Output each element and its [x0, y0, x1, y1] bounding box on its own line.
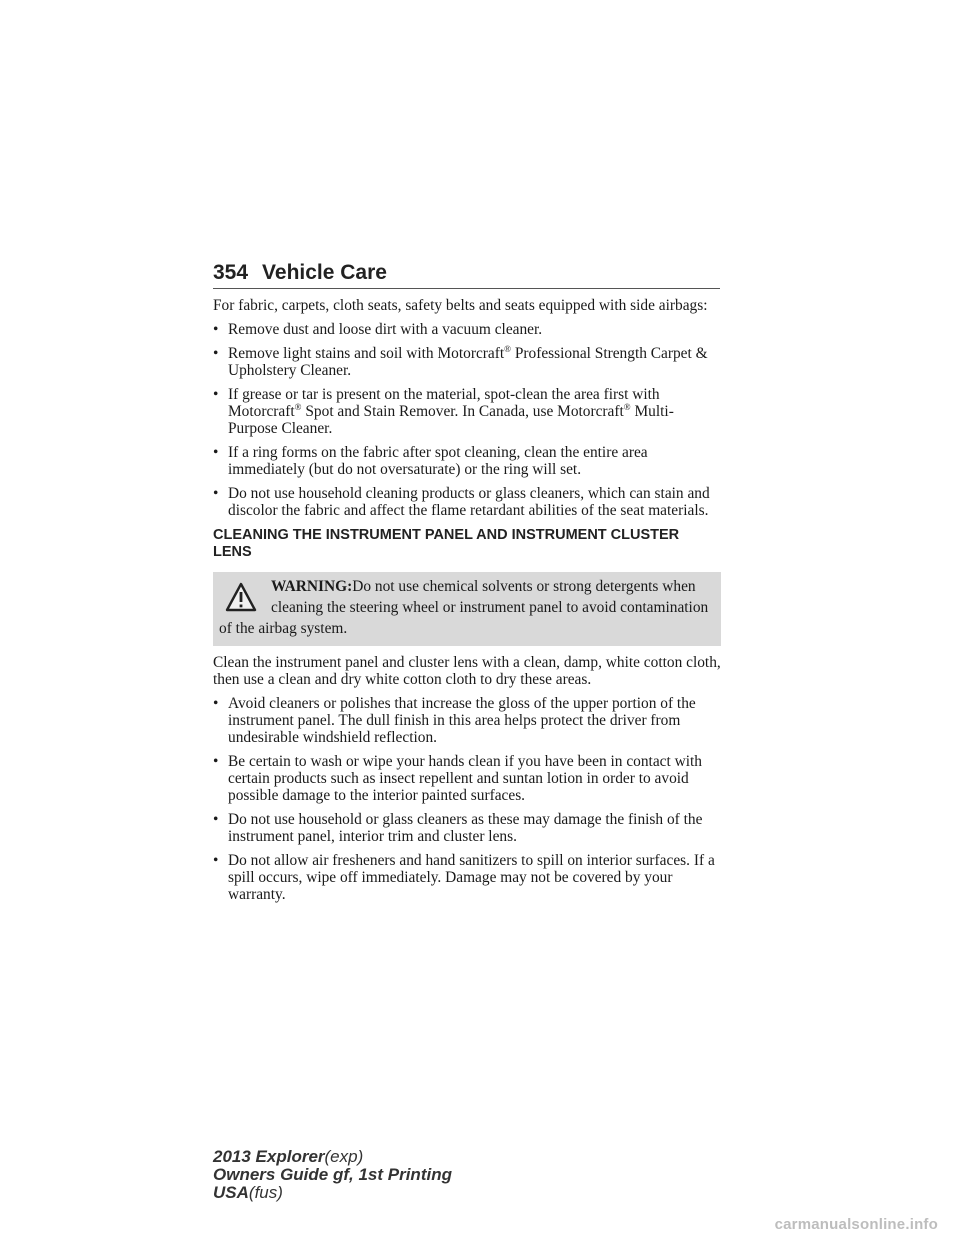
- list-item: • Avoid cleaners or polishes that increase the gloss of the upper portion of the instrument panel. The dull finish in this area helps protect the driver from undesirable windshield reflection.: [213, 695, 696, 746]
- bullet-glyph: •: [213, 753, 219, 770]
- warning-text: Do not use chemical solvents or strong detergents when cleaning the steering wheel or instrument panel to avoid contamination of the airbag system.: [219, 578, 709, 637]
- document-footer: [213, 1148, 452, 1202]
- footer-line-3: USA(fus): [213, 1183, 283, 1202]
- list-item: • If a ring forms on the fabric after spot cleaning, clean the entire area immediately (but do not oversaturate) or the ring will set.: [213, 444, 648, 478]
- page-number: 354: [213, 261, 249, 284]
- page-body: [213, 297, 721, 910]
- section-heading: CLEANING THE INSTRUMENT PANEL AND INSTRUMENT CLUSTER LENS: [213, 527, 680, 560]
- bullet-glyph: •: [213, 485, 219, 502]
- footer-line-1: 2013 Explorer(exp): [213, 1147, 364, 1166]
- panel-intro: Clean the instrument panel and cluster lens with a clean, damp, white cotton cloth, then use a clean and dry white cotton cloth to dry these areas.: [213, 654, 721, 688]
- list-item: • Do not allow air fresheners and hand sanitizers to spill on interior surfaces. If a spill occurs, wipe off immediately. Damage may not be covered by your warranty.: [213, 852, 715, 903]
- list-item: • Do not use household or glass cleaners as these may damage the finish of the instrument panel, interior trim and cluster lens.: [213, 811, 703, 845]
- list-item: • Remove light stains and soil with Motorcraft® Professional Strength Carpet & Upholstery Cleaner.: [213, 344, 708, 379]
- bullet-glyph: •: [213, 386, 219, 403]
- fabric-intro: For fabric, carpets, cloth seats, safety belts and seats equipped with side airbags:: [213, 297, 708, 314]
- bullet-glyph: •: [213, 811, 219, 828]
- bullet-glyph: •: [213, 345, 219, 362]
- section-title: Vehicle Care: [262, 261, 387, 284]
- list-item: • Be certain to wash or wipe your hands clean if you have been in contact with certain products such as insect repellent and suntan lotion in order to avoid possible damage to the interior painted surfaces.: [213, 753, 702, 804]
- registered-mark: ®: [504, 344, 511, 354]
- bullet-glyph: •: [213, 321, 219, 338]
- warning-triangle-icon: [225, 582, 257, 612]
- registered-mark: ®: [623, 402, 631, 412]
- list-item: • Remove dust and loose dirt with a vacuum cleaner.: [213, 321, 543, 338]
- registered-mark: ®: [294, 402, 302, 412]
- bullet-glyph: •: [213, 695, 219, 712]
- page-header: [213, 258, 720, 289]
- panel-bullet-list: [213, 695, 721, 903]
- footer-line-2: Owners Guide gf, 1st Printing: [213, 1165, 452, 1184]
- watermark: carmanualsonline.info: [774, 1216, 938, 1233]
- warning-box: [213, 572, 721, 646]
- bullet-glyph: •: [213, 444, 219, 461]
- warning-label: WARNING:: [271, 578, 353, 595]
- fabric-bullet-list: [213, 321, 721, 519]
- bullet-glyph: •: [213, 852, 219, 869]
- list-item: • Do not use household cleaning products or glass cleaners, which can stain and discolor the fabric and affect the flame retardant abilities of the seat materials.: [213, 485, 710, 519]
- list-item: • If grease or tar is present on the material, spot-clean the area first with Motorcraft® Spot and Stain Remover. In Canada, use Motorcraft® Multi-Purpose Cleaner.: [213, 386, 674, 437]
